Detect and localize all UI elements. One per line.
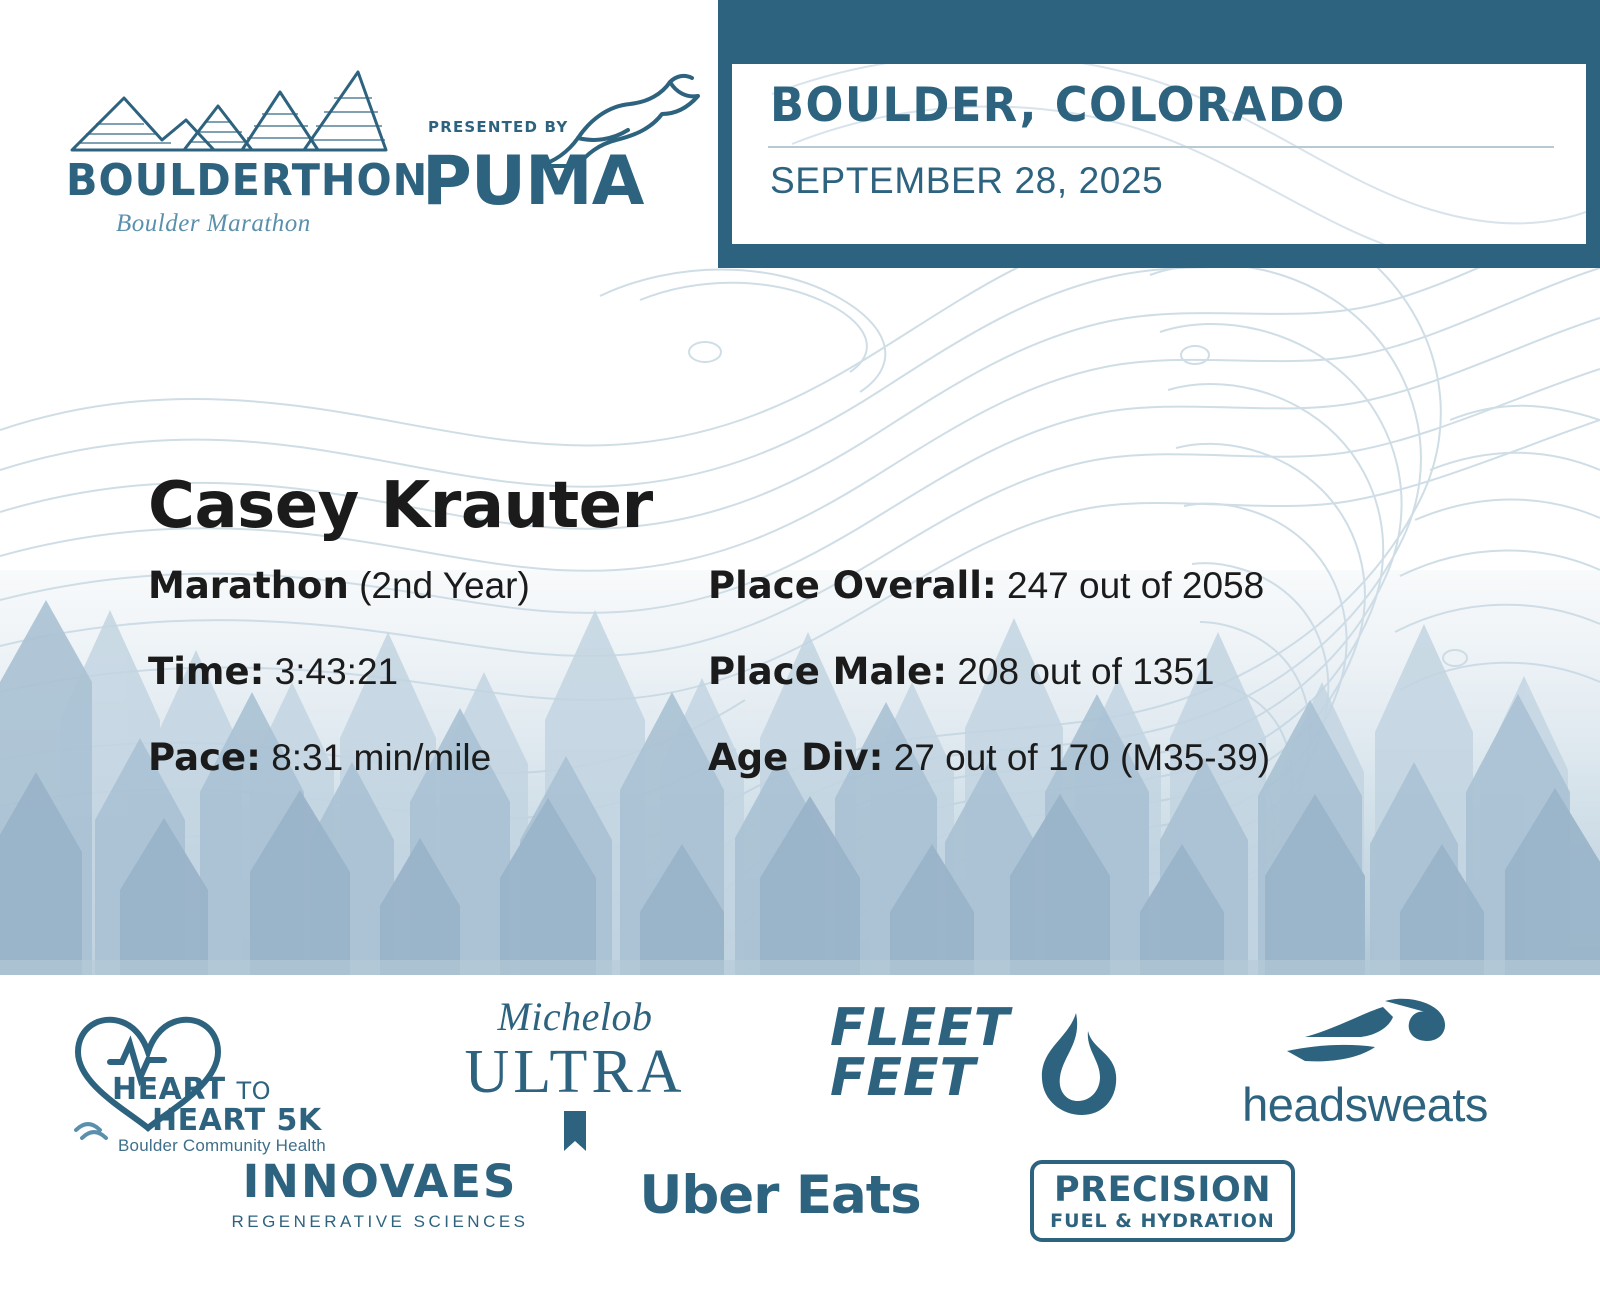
age-div-value: 27 out of 170 (M35-39)	[893, 737, 1271, 778]
precision-word: PRECISION	[1054, 1170, 1271, 1210]
header-divider	[768, 146, 1554, 148]
flame-icon	[1030, 1009, 1120, 1119]
event-header-inner	[732, 64, 1586, 244]
sponsor-innovaes	[230, 1155, 530, 1232]
michelob-script: Michelob	[497, 994, 653, 1039]
race-label: Marathon	[148, 564, 349, 607]
sponsor-heart-to-heart-5k	[60, 1000, 360, 1155]
stat-race	[148, 566, 708, 606]
h2h-heart-word: HEART	[112, 1072, 226, 1107]
stat-time	[148, 652, 708, 692]
time-value: 3:43:21	[274, 651, 399, 692]
boulderthon-logo	[66, 62, 429, 247]
headsweats-word: headsweats	[1242, 1078, 1488, 1131]
innovaes-word: INNOVAES	[242, 1155, 518, 1208]
michelob-ultra-word: ULTRA	[464, 1038, 686, 1106]
presenting-sponsor-name: PUMA	[422, 142, 644, 221]
age-div-label: Age Div:	[708, 736, 884, 779]
sponsor-strip	[0, 975, 1600, 1309]
place-male-value: 208 out of 1351	[957, 651, 1215, 692]
pace-value: 8:31 min/mile	[271, 737, 492, 778]
stat-place-male	[708, 652, 1448, 692]
brand-name: BOULDERTHON	[66, 155, 429, 206]
innovaes-sub: REGENERATIVE SCIENCES	[231, 1212, 529, 1231]
stat-age-division	[708, 738, 1448, 778]
sponsor-headsweats	[1215, 995, 1515, 1135]
place-overall-value: 247 out of 2058	[1007, 565, 1265, 606]
uber-eats-word: Uber Eats	[639, 1165, 921, 1226]
runner-name: Casey Krauter	[148, 469, 653, 543]
stats-grid	[148, 566, 1448, 778]
event-location: BOULDER, COLORADO	[770, 78, 1346, 133]
h2h-line1	[112, 1072, 271, 1107]
race-year-note: (2nd Year)	[359, 565, 530, 606]
time-label: Time:	[148, 650, 265, 693]
stat-pace	[148, 738, 708, 778]
brand-subtitle: Boulder Marathon	[116, 210, 311, 237]
h2h-to-word: TO	[236, 1077, 272, 1105]
ribbon-icon	[558, 1109, 592, 1155]
mountain-range-icon	[66, 62, 396, 157]
sponsor-michelob-ultra	[440, 995, 710, 1160]
precision-sub: FUEL & HYDRATION	[1050, 1210, 1275, 1232]
presented-by-label: PRESENTED BY	[428, 118, 569, 136]
sponsor-uber-eats	[600, 1165, 960, 1226]
fleet-line1: FLEET	[830, 998, 1011, 1058]
event-date: SEPTEMBER 28, 2025	[770, 160, 1164, 201]
headsweats-mark-icon	[1265, 995, 1465, 1077]
stat-place-overall	[708, 566, 1448, 606]
place-overall-label: Place Overall:	[708, 564, 997, 607]
h2h-line3: Boulder Community Health	[118, 1136, 326, 1155]
h2h-line2: HEART 5K	[152, 1103, 322, 1138]
puma-logo	[420, 70, 700, 245]
place-male-label: Place Male:	[708, 650, 948, 693]
result-details	[148, 470, 1448, 778]
sponsor-precision-fuel-hydration	[1030, 1160, 1295, 1242]
sponsor-fleet-feet	[830, 998, 1120, 1133]
pace-label: Pace:	[148, 736, 261, 779]
event-header-band	[718, 0, 1600, 268]
fleet-line2: FEET	[830, 1048, 977, 1108]
